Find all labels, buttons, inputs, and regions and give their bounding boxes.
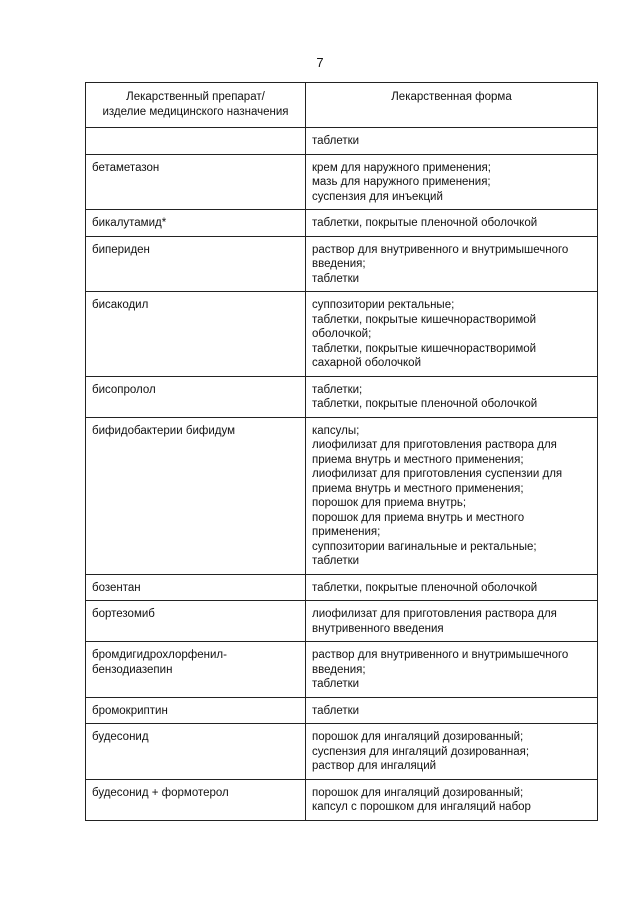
header-drug-column: Лекарственный препарат/ изделие медицинского назначения bbox=[86, 83, 306, 128]
drug-form: таблетки, покрытые пленочной оболочкой bbox=[306, 574, 598, 601]
drug-form: таблетки; таблетки, покрытые пленочной оболочкой bbox=[306, 376, 598, 417]
table-row bbox=[86, 128, 598, 155]
table-row bbox=[86, 601, 598, 642]
drug-form: капсулы; лиофилизат для приготовления раствора для приема внутрь и местного применения; лиофилизат для приготовления суспензии для приема внутрь и местного применения; порошок для приема внутрь; порошок для приема внутрь и местного применения; суппозитории вагинальные и ректальные; таблетки bbox=[306, 417, 598, 574]
table-row bbox=[86, 779, 598, 820]
drug-name: будесонид + формотерол bbox=[86, 779, 306, 820]
drug-name: бисопролол bbox=[86, 376, 306, 417]
drug-name: бикалутамид* bbox=[86, 210, 306, 237]
drug-form: таблетки bbox=[306, 697, 598, 724]
table-header-row bbox=[86, 83, 598, 128]
table-row bbox=[86, 154, 598, 210]
drug-name: бифидобактерии бифидум bbox=[86, 417, 306, 574]
table-row bbox=[86, 642, 598, 698]
drug-form: порошок для ингаляций дозированный; капсул с порошком для ингаляций набор bbox=[306, 779, 598, 820]
drug-form: порошок для ингаляций дозированный; суспензия для ингаляций дозированная; раствор для ингаляций bbox=[306, 724, 598, 780]
drug-name: бромдигидрохлорфенил- бензодиазепин bbox=[86, 642, 306, 698]
drug-form: суппозитории ректальные; таблетки, покрытые кишечнорастворимой оболочкой; таблетки, покрытые кишечнорастворимой сахарной оболочкой bbox=[306, 292, 598, 377]
drug-name bbox=[86, 128, 306, 155]
table-row bbox=[86, 574, 598, 601]
drug-name: бозентан bbox=[86, 574, 306, 601]
drug-form: лиофилизат для приготовления раствора для внутривенного введения bbox=[306, 601, 598, 642]
drug-name: бипериден bbox=[86, 236, 306, 292]
drug-form: крем для наружного применения; мазь для наружного применения; суспензия для инъекций bbox=[306, 154, 598, 210]
drug-form: раствор для внутривенного и внутримышечного введения; таблетки bbox=[306, 642, 598, 698]
page-number: 7 bbox=[316, 55, 324, 70]
drug-form: таблетки, покрытые пленочной оболочкой bbox=[306, 210, 598, 237]
drug-name: будесонид bbox=[86, 724, 306, 780]
header-form-column: Лекарственная форма bbox=[306, 83, 598, 128]
table-row bbox=[86, 376, 598, 417]
table-row bbox=[86, 417, 598, 574]
drug-form: раствор для внутривенного и внутримышечного введения; таблетки bbox=[306, 236, 598, 292]
drug-name: бетаметазон bbox=[86, 154, 306, 210]
table-row bbox=[86, 292, 598, 377]
drug-name: бисакодил bbox=[86, 292, 306, 377]
table-row bbox=[86, 236, 598, 292]
table-row bbox=[86, 210, 598, 237]
table-row bbox=[86, 697, 598, 724]
drug-table bbox=[85, 82, 598, 821]
drug-form: таблетки bbox=[306, 128, 598, 155]
table-row bbox=[86, 724, 598, 780]
drug-name: бромокриптин bbox=[86, 697, 306, 724]
drug-name: бортезомиб bbox=[86, 601, 306, 642]
